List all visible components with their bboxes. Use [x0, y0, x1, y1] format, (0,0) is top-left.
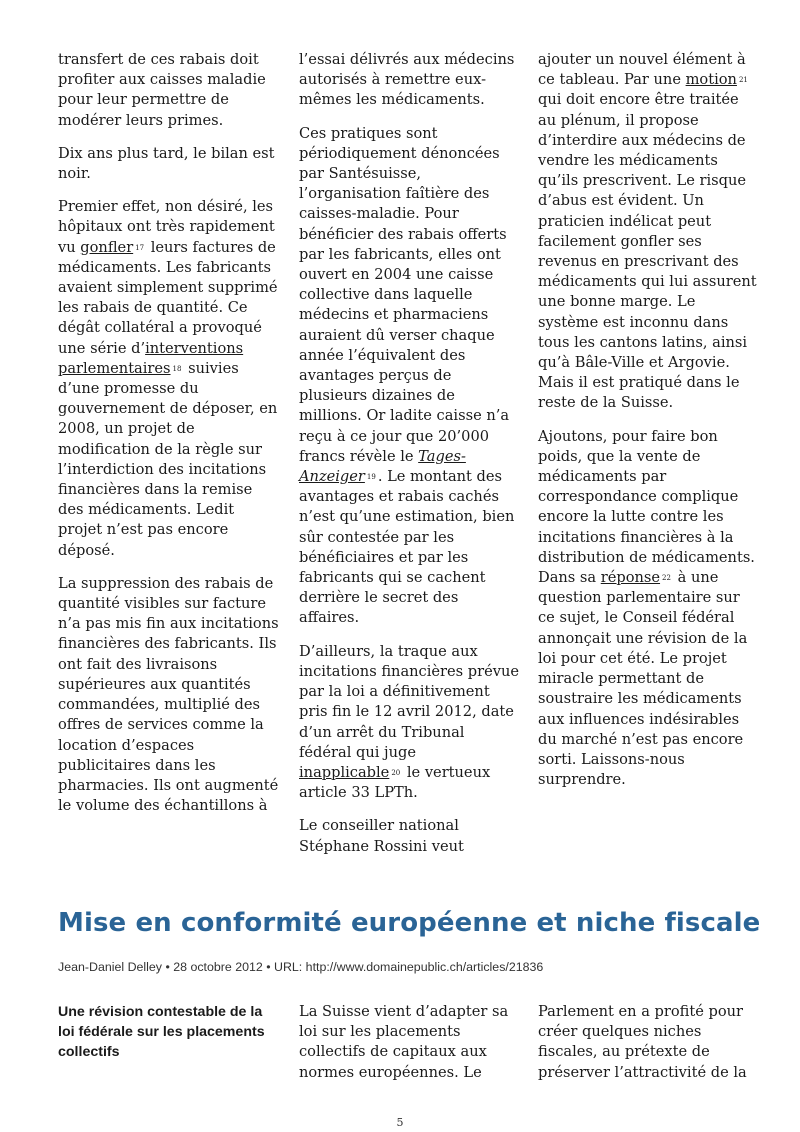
paragraph: D’ailleurs, la traque aux incitations financières prévue par la loi a définitivement pris fin le 12 avril 2012, date d’un arrêt du Tribunal fédéral qui juge inapplicable $^{20}$ le vertueux article 33 LPTh. — [299, 642, 520, 802]
article-column-3: Parlement en a profité pour créer quelques niches fiscales, au prétexte de préserver l’attractivité de la — [538, 1003, 747, 1081]
paragraph: Le conseiller national Stéphane Rossini veut — [299, 817, 464, 855]
paragraph: Ajoutons, pour faire bon poids, que la vente de médicaments par correspondance complique encore la lutte contre les incitations financières à la distribution de médicaments. Dans sa réponse $^{22}$ à une question parlementaire sur ce sujet, le Conseil fédéral annonçait une révision de la loi pour cet été. Le projet miracle permettant de soustraire les médicaments aux influences indésirables du marché n’est pas encore sorti. Laissons-nous surprendre. — [538, 427, 755, 789]
link-interventions-parlementaires[interactable]: interventions parlementaires — [58, 339, 244, 377]
link-gonfler[interactable]: gonfler — [80, 238, 134, 256]
page-number: 5 — [396, 1116, 404, 1129]
article-byline: Jean-Daniel Delley • 28 octobre 2012 • URL: http://www.domainepublic.ch/articles/21836 — [58, 960, 544, 974]
column-2 — [299, 50, 521, 870]
paragraph: Dix ans plus tard, le bilan est noir. — [58, 144, 275, 183]
link-inapplicable[interactable]: inapplicable — [299, 763, 390, 781]
link-reponse[interactable]: réponse — [600, 569, 661, 587]
paragraph: transfert de ces rabais doit profiter aux caisses maladie pour leur permettre de modérer leurs primes. — [58, 51, 266, 129]
paragraph: ajouter un nouvel élément à ce tableau. Par une motion $^{21}$ qui doit encore être traitée au plénum, il propose d’interdire aux médecins de vendre les médicaments qu’ils prescrivent. Le risque d’abus est évident. Un praticien indélicat peut facilement gonfler ses revenus en prescrivant des médicaments qui lui assurent une bonne marge. Le système est inconnu dans tous les cantons latins, ainsi qu’à Bâle-Ville et Argovie. Mais il est pratiqué dans le reste de la Suisse. — [538, 51, 757, 412]
link-tages-anzeiger[interactable]: Tages-Anzeiger — [299, 447, 466, 486]
footnote-ref[interactable]: 19 — [366, 473, 376, 482]
paragraph: La suppression des rabais de quantité visibles sur facture n’a pas mis fin aux incitations financières des fabricants. Ils ont fait des livraisons supérieures aux quantités commandées, multiplié des offres de services comme la location d’espaces publicitaires dans les pharmacies. Ils ont augmenté le volume des échantillons à — [58, 574, 279, 815]
paragraph: Ces pratiques sont périodiquement dénoncées par Santésuisse, l’organisation faîtière des caisses-maladie. Pour bénéficier des rabais offerts par les fabricants, elles ont ouvert en 2004 une caisse collective dans laquelle médecins et pharmaciens auraient dû verser chaque année l’équivalent des avantages perçus de plusieurs dizaines de millions. Or ladite caisse n’a reçu à ce jour que 20’000 francs révèle le Tages-Anzeiger $^{19}$ . Le montant des avantages et rabais cachés n’est qu’une estimation, bien sûr contestée par les bénéficiaires et par les fabricants qui se cachent derrière le secret des affaires. — [299, 124, 515, 627]
column-1 — [58, 50, 280, 829]
article-title: Mise en conformité européenne et niche fiscale — [58, 908, 761, 938]
footnote-ref[interactable]: 20 — [391, 768, 401, 777]
article-lead: Une révision contestable de la loi fédérale sur les placements collectifs — [58, 1004, 265, 1061]
column-3 — [538, 50, 760, 803]
paragraph: l’essai délivrés aux médecins autorisés à remettre eux-mêmes les médicaments. — [299, 51, 515, 109]
footnote-ref[interactable]: 17 — [135, 243, 145, 252]
link-motion[interactable]: motion — [685, 71, 737, 89]
article-column-2: La Suisse vient d’adapter sa loi sur les placements collectifs de capitaux aux normes européennes. Le — [299, 1003, 509, 1081]
footnote-ref[interactable]: 18 — [172, 364, 182, 373]
paragraph: Premier effet, non désiré, les hôpitaux ont très rapidement vu gonfler $^{17}$ leurs factures de médicaments. Les fabricants avaient simplement supprimé les rabais de quantité. Ce dégât collatéral a provoqué une série d’interventions parlementaires $^{18}$ suivies d’une promesse du gouvernement de déposer, en 2008, un projet de modification de la règle sur l’interdiction des incitations financières dans la remise des médicaments. Ledit projet n’est pas encore déposé. — [58, 198, 278, 559]
footnote-ref[interactable]: 21 — [738, 76, 748, 85]
footnote-ref[interactable]: 22 — [662, 574, 671, 583]
